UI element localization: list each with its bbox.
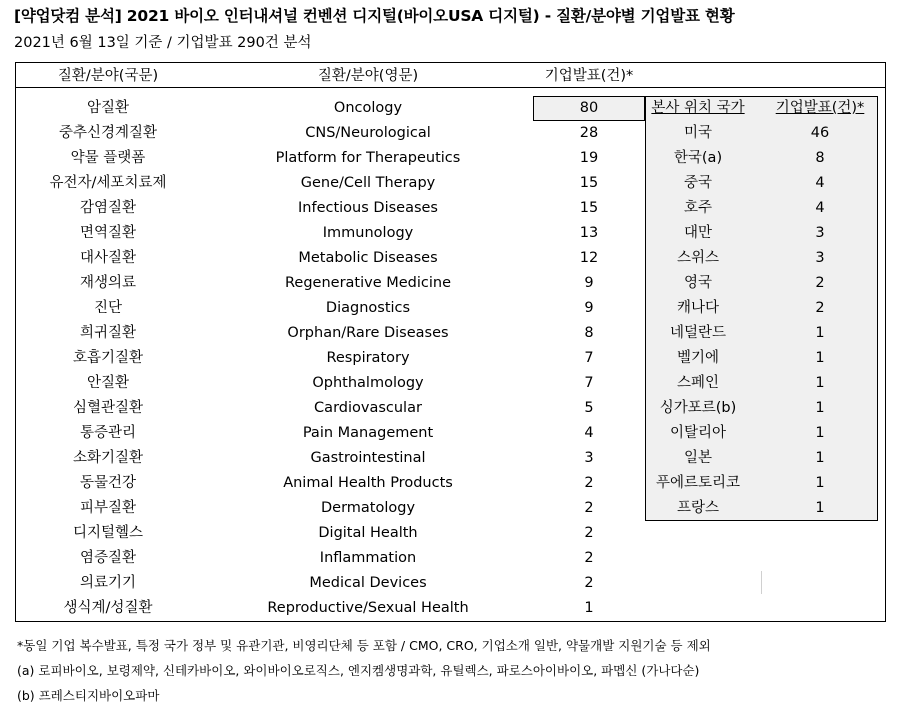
field-kr-cell: 희귀질환 [79, 325, 137, 341]
field-count-cell: 1 [584, 600, 594, 616]
country-count-cell: 46 [810, 125, 830, 141]
country-country-cell: 이탈리아 [669, 425, 727, 441]
country-count-cell: 3 [815, 250, 825, 266]
header-divider [15, 87, 886, 88]
field-kr-cell: 심혈관질환 [72, 400, 144, 416]
field-kr-cell: 동물건강 [79, 475, 137, 491]
country-country-cell: 영국 [683, 275, 713, 291]
field-en-cell: Respiratory [326, 350, 410, 366]
page-subtitle: 2021년 6월 13일 기준 / 기업발표 290건 분석 [14, 35, 312, 51]
country-country-cell: 스위스 [676, 250, 720, 266]
country-count-cell: 1 [815, 475, 825, 491]
field-en-cell: Dermatology [320, 500, 416, 516]
country-count-cell: 1 [815, 425, 825, 441]
country-country-cell: 네덜란드 [669, 325, 727, 341]
field-count-cell: 15 [579, 175, 599, 191]
country-count-cell: 2 [815, 300, 825, 316]
field-count-cell: 12 [579, 250, 599, 266]
country-country-cell: 푸에르토리코 [655, 475, 741, 491]
field-en-cell: Regenerative Medicine [284, 275, 452, 291]
field-count-cell: 2 [584, 500, 594, 516]
field-count-cell: 7 [584, 350, 594, 366]
field-kr-cell: 감염질환 [79, 200, 137, 216]
field-kr-cell: 유전자/세포치료제 [49, 175, 167, 191]
field-kr-cell: 약물 플랫폼 [70, 150, 146, 166]
country-country-cell: 캐나다 [676, 300, 720, 316]
field-count-cell: 80 [579, 100, 599, 116]
field-kr-cell: 대사질환 [79, 250, 137, 266]
country-country-cell: 중국 [683, 175, 713, 191]
field-kr-cell: 호흡기질환 [72, 350, 144, 366]
field-kr-cell: 염증질환 [79, 550, 137, 566]
field-count-cell: 9 [584, 300, 594, 316]
field-kr-cell: 면역질환 [79, 225, 137, 241]
field-en-cell: Pain Management [302, 425, 434, 441]
field-en-cell: Orphan/Rare Diseases [287, 325, 449, 341]
field-kr-cell: 중추신경계질환 [58, 125, 158, 141]
field-en-cell: Inflammation [319, 550, 417, 566]
country-count-cell: 1 [815, 325, 825, 341]
field-count-cell: 2 [584, 550, 594, 566]
country-count-cell: 3 [815, 225, 825, 241]
country-count-cell: 8 [815, 150, 825, 166]
field-count-cell: 2 [584, 525, 594, 541]
header-field-kr: 질환/분야(국문) [57, 68, 159, 84]
footnote-main: *동일 기업 복수발표, 특정 국가 정부 및 유관기관, 비영리단체 등 포함 / CMO, CRO, 기업소개 일반, 약물개발 지원기술 등 제외 [17, 638, 711, 653]
footnote-b: (b) 프레스티지바이오파마 [17, 688, 160, 703]
field-kr-cell: 통증관리 [79, 425, 137, 441]
field-kr-cell: 디지털헬스 [72, 525, 144, 541]
field-en-cell: Digital Health [318, 525, 418, 541]
field-count-cell: 7 [584, 375, 594, 391]
page-title: [약업닷컴 분석] 2021 바이오 인터내셔널 컨벤션 디지털(바이오USA 디지털) - 질환/분야별 기업발표 현황 [14, 7, 735, 25]
field-en-cell: Platform for Therapeutics [275, 150, 461, 166]
field-count-cell: 9 [584, 275, 594, 291]
header-count: 기업발표(건)* [544, 68, 634, 84]
field-kr-cell: 소화기질환 [72, 450, 144, 466]
field-count-cell: 19 [579, 150, 599, 166]
country-header-country: 본사 위치 국가 [651, 100, 745, 116]
field-en-cell: Cardiovascular [314, 400, 422, 416]
field-en-cell: Metabolic Diseases [298, 250, 438, 266]
field-count-cell: 4 [584, 425, 594, 441]
country-country-cell: 한국(a) [673, 150, 723, 166]
country-country-cell: 스페인 [676, 375, 720, 391]
country-count-cell: 2 [815, 275, 825, 291]
field-count-cell: 2 [584, 575, 594, 591]
country-count-cell: 1 [815, 450, 825, 466]
country-count-cell: 4 [815, 200, 825, 216]
field-en-cell: Infectious Diseases [298, 200, 438, 216]
country-header-count: 기업발표(건)* [775, 100, 865, 116]
field-en-cell: Animal Health Products [283, 475, 453, 491]
field-kr-cell: 생식계/성질환 [63, 600, 153, 616]
field-count-cell: 3 [584, 450, 594, 466]
field-en-cell: Ophthalmology [312, 375, 424, 391]
country-count-cell: 4 [815, 175, 825, 191]
field-en-cell: Diagnostics [325, 300, 411, 316]
field-kr-cell: 진단 [93, 300, 123, 316]
country-country-cell: 미국 [683, 125, 713, 141]
field-kr-cell: 의료기기 [79, 575, 137, 591]
country-country-cell: 호주 [683, 200, 713, 216]
field-count-cell: 5 [584, 400, 594, 416]
country-count-cell: 1 [815, 375, 825, 391]
field-en-cell: Gene/Cell Therapy [300, 175, 436, 191]
field-kr-cell: 재생의료 [79, 275, 137, 291]
field-count-cell: 8 [584, 325, 594, 341]
country-country-cell: 일본 [683, 450, 713, 466]
field-en-cell: Immunology [322, 225, 414, 241]
field-en-cell: Gastrointestinal [310, 450, 426, 466]
country-count-cell: 1 [815, 350, 825, 366]
country-country-cell: 싱가포르(b) [659, 400, 737, 416]
header-field-en: 질환/분야(영문) [317, 68, 419, 84]
country-country-cell: 벨기에 [676, 350, 720, 366]
field-kr-cell: 암질환 [86, 100, 130, 116]
field-count-cell: 15 [579, 200, 599, 216]
divider-mark [761, 571, 762, 594]
field-count-cell: 28 [579, 125, 599, 141]
country-country-cell: 프랑스 [676, 500, 720, 516]
field-count-cell: 2 [584, 475, 594, 491]
field-kr-cell: 안질환 [86, 375, 130, 391]
country-count-cell: 1 [815, 500, 825, 516]
field-en-cell: Reproductive/Sexual Health [267, 600, 469, 616]
country-country-cell: 대만 [683, 225, 713, 241]
field-kr-cell: 피부질환 [79, 500, 137, 516]
footnote-a: (a) 로피바이오, 보령제약, 신테카바이오, 와이바이오로직스, 엔지켐생명과학, 유틸렉스, 파로스아이바이오, 파멥신 (가나다순) [17, 663, 700, 678]
field-en-cell: Oncology [333, 100, 403, 116]
field-count-cell: 13 [579, 225, 599, 241]
field-en-cell: Medical Devices [309, 575, 427, 591]
field-en-cell: CNS/Neurological [305, 125, 431, 141]
country-count-cell: 1 [815, 400, 825, 416]
